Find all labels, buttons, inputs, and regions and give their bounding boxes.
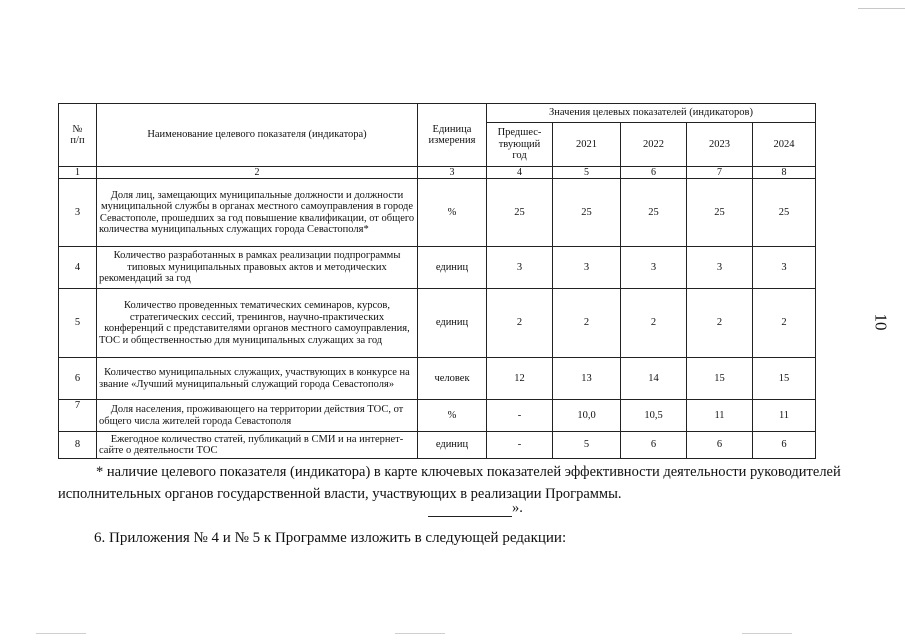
row-value: 3 — [621, 247, 687, 289]
table-row — [59, 289, 816, 358]
header-num: № п/п — [59, 104, 97, 167]
row-value: - — [487, 400, 553, 432]
row-value: 15 — [687, 358, 753, 400]
row-value: 10,0 — [553, 400, 621, 432]
row-value: 25 — [687, 179, 753, 247]
column-number: 2 — [97, 167, 418, 179]
row-value: 13 — [553, 358, 621, 400]
table-row — [59, 247, 816, 289]
row-num: 7 — [59, 400, 97, 432]
table-row — [59, 179, 816, 247]
page-number: 10 — [871, 313, 891, 331]
row-value: 12 — [487, 358, 553, 400]
row-value: 10,5 — [621, 400, 687, 432]
row-value: 25 — [621, 179, 687, 247]
row-unit: % — [418, 179, 487, 247]
row-value: 6 — [753, 432, 816, 459]
row-unit: единиц — [418, 432, 487, 459]
row-value: 2 — [487, 289, 553, 358]
column-number: 4 — [487, 167, 553, 179]
row-num: 4 — [59, 247, 97, 289]
row-num: 8 — [59, 432, 97, 459]
row-name: Количество разработанных в рамках реализации подпрограммы типовых муниципальных правовых актов и методических рекомендаций за год — [97, 247, 418, 289]
row-value: 25 — [487, 179, 553, 247]
row-name: Ежегодное количество статей, публикаций в СМИ и на интернет-сайте о деятельности ТОС — [97, 432, 418, 459]
scan-artifact-line — [36, 633, 86, 634]
header-year: 2023 — [687, 123, 753, 167]
row-value: 2 — [753, 289, 816, 358]
scan-artifact-line — [742, 633, 792, 634]
row-unit: единиц — [418, 289, 487, 358]
header-year: 2024 — [753, 123, 816, 167]
header-name: Наименование целевого показателя (индикатора) — [97, 104, 418, 167]
footnote — [58, 461, 853, 505]
row-value: 3 — [753, 247, 816, 289]
header-year: 2021 — [553, 123, 621, 167]
row-value: 2 — [553, 289, 621, 358]
row-value: 2 — [687, 289, 753, 358]
column-number: 5 — [553, 167, 621, 179]
column-number: 3 — [418, 167, 487, 179]
indicators-table — [58, 103, 816, 459]
column-number: 6 — [621, 167, 687, 179]
header-values-group: Значения целевых показателей (индикаторов) — [487, 104, 816, 123]
column-number: 1 — [59, 167, 97, 179]
row-unit: % — [418, 400, 487, 432]
row-value: 14 — [621, 358, 687, 400]
row-name: Доля населения, проживающего на территории действия ТОС, от общего числа жителей города Севастополя — [97, 400, 418, 432]
row-value: 6 — [687, 432, 753, 459]
row-unit: единиц — [418, 247, 487, 289]
paragraph-item-6: 6. Приложения № 4 и № 5 к Программе изложить в следующей редакции: — [94, 530, 567, 546]
row-value: 6 — [621, 432, 687, 459]
row-name: Количество муниципальных служащих, участвующих в конкурсе на звание «Лучший муниципальный служащий города Севастополя» — [97, 358, 418, 400]
footnote-line: * наличие целевого показателя (индикатора) в карте ключевых показателей эффективности деятельности руководителей — [96, 464, 841, 480]
row-value: 25 — [553, 179, 621, 247]
footnote-line: исполнительных органов государственной власти, участвующих в реализации Программы. — [58, 486, 622, 502]
row-value: 3 — [487, 247, 553, 289]
column-number: 7 — [687, 167, 753, 179]
blank-line — [428, 504, 512, 517]
column-number: 8 — [753, 167, 816, 179]
table-row — [59, 400, 816, 432]
row-value: - — [487, 432, 553, 459]
row-value: 3 — [553, 247, 621, 289]
row-value: 25 — [753, 179, 816, 247]
row-value: 15 — [753, 358, 816, 400]
row-name: Количество проведенных тематических семинаров, курсов, стратегических сессий, тренингов, научно-практических конференций с представителями органов местного самоуправления, ТОС и общественностью для муниципальных служащих за год — [97, 289, 418, 358]
row-num: 5 — [59, 289, 97, 358]
row-num: 6 — [59, 358, 97, 400]
header-year: 2022 — [621, 123, 687, 167]
header-unit: Единица измерения — [418, 104, 487, 167]
scan-artifact-line — [395, 633, 445, 634]
header-previous-year: Предшес- твующий год — [487, 123, 553, 167]
row-num: 3 — [59, 179, 97, 247]
table-row — [59, 358, 816, 400]
closing-quote: ». — [512, 500, 523, 516]
row-unit: человек — [418, 358, 487, 400]
table-row — [59, 432, 816, 459]
row-value: 11 — [753, 400, 816, 432]
row-value: 2 — [621, 289, 687, 358]
row-name: Доля лиц, замещающих муниципальные должности и должности муниципальной службы в органах местного самоуправления в городе Севастополе, прошедших за год повышение квалификации, от общего количества муниципальных служащих города Севастополя* — [97, 179, 418, 247]
closing-mark — [428, 500, 523, 517]
row-value: 3 — [687, 247, 753, 289]
scan-artifact-line — [858, 8, 905, 9]
row-value: 11 — [687, 400, 753, 432]
row-value: 5 — [553, 432, 621, 459]
